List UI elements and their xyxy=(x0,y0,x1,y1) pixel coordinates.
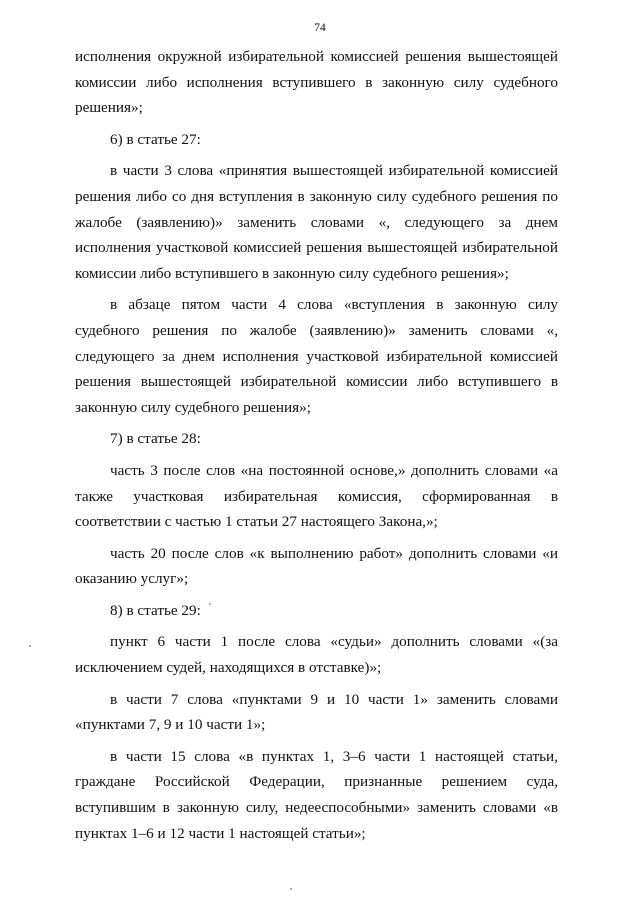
document-body xyxy=(75,44,558,852)
paragraph-article-28-part-20: часть 20 после слов «к выполнению работ» дополнить словами «и оказанию услуг»; xyxy=(75,544,558,588)
paragraph-item-6: 6) в статье 27: xyxy=(110,130,201,148)
paragraph-item-8: 8) в статье 29: xyxy=(110,601,201,619)
scan-speck xyxy=(29,645,31,647)
paragraph-article-29-part-7: в части 7 слова «пунктами 9 и 10 части 1» заменить словами «пунктами 7, 9 и 10 части 1»; xyxy=(75,690,558,734)
paragraph-article-28-part-3: часть 3 после слов «на постоянной основе,» дополнить словами «а также участковая избирательная комиссия, сформированная в соответствии с частью 1 статьи 27 настоящего Закона,»; xyxy=(75,461,558,531)
paragraph-article-27-part-4: в абзаце пятом части 4 слова «вступления в законную силу судебного решения по жалобе (заявлению)» заменить словами «, следующего за днем исполнения участковой избирательной комиссией решения вышестоящей избирательной комиссии либо вступившего в законную силу судебного решения»; xyxy=(75,296,558,416)
paragraph-article-29-part-15: в части 15 слова «в пунктах 1, 3–6 части 1 настоящей статьи, граждане Российской Федерации, признанные решением суда, вступившим в законную силу, недееспособными» заменить словами «в пунктах 1–6 и 12 части 1 настоящей статьи»; xyxy=(75,747,558,842)
page-number: 74 xyxy=(314,22,326,34)
scan-speck xyxy=(290,888,292,890)
paragraph-continuation: исполнения окружной избирательной комиссией решения вышестоящей комиссии либо исполнения вступившего в законную силу судебного решения»; xyxy=(75,48,558,117)
paragraph-article-29-point-6: пункт 6 части 1 после слова «судьи» дополнить словами «(за исключением судей, находящихся в отставке)»; xyxy=(75,633,558,677)
paragraph-item-7: 7) в статье 28: xyxy=(110,430,201,448)
scan-speck xyxy=(209,603,211,605)
paragraph-article-27-part-3: в части 3 слова «принятия вышестоящей избирательной комиссией решения либо со дня вступления в законную силу судебного решения по жалобе (заявлению)» заменить словами «, следующего за днем исполнения участковой комиссией решения вышестоящей избирательной комиссии либо вступившего в законную силу судебного решения»; xyxy=(75,162,558,282)
